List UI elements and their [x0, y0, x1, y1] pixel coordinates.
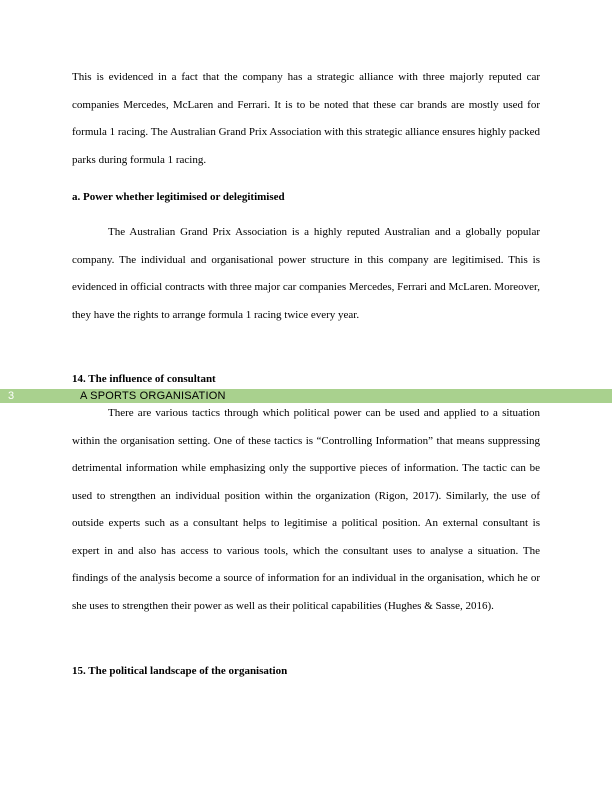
- paragraph-political-tactics: There are various tactics through which political power can be used and applied to a situation within the organisation setting. One of these tactics is “Controlling Information” that means suppressing detrimental information while emphasizing only the supportive pieces of information. The tactic can be used to strengthen an individual position within the organization (Rigon, 2017). Similarly, the use of outside experts such as a consultant helps to legitimise a political position. An external consultant is expert in and also has access to various tools, which the consultant uses to analyse a situation. The findings of the analysis become a source of information for an individual in the organisation, which he or she uses to strengthen their power as well as their political capabilities (Hughes & Sasse, 2016).: [72, 407, 540, 612]
- heading-political-landscape: 15. The political landscape of the organisation: [72, 665, 288, 677]
- heading-influence-of-consultant: 14. The influence of consultant: [72, 373, 216, 385]
- running-head: A SPORTS ORGANISATION: [80, 390, 226, 402]
- paragraph-power-structure: The Australian Grand Prix Association is a highly reputed Australian and a globally popular company. The individual and organisational power structure in this company are legitimised. This is evidenced in official contracts with three major car companies Mercedes, Ferrari and McLaren. Moreover, they have the rights to arrange formula 1 racing twice every year.: [72, 226, 540, 321]
- paragraph-strategic-alliance: This is evidenced in a fact that the company has a strategic alliance with three majorly reputed car companies Mercedes, McLaren and Ferrari. It is to be noted that these car brands are mostly used for formula 1 racing. The Australian Grand Prix Association with this strategic alliance ensures highly packed parks during formula 1 racing.: [72, 71, 540, 166]
- page-number: 3: [8, 390, 15, 402]
- heading-power-legitimised: a. Power whether legitimised or delegitimised: [72, 191, 285, 203]
